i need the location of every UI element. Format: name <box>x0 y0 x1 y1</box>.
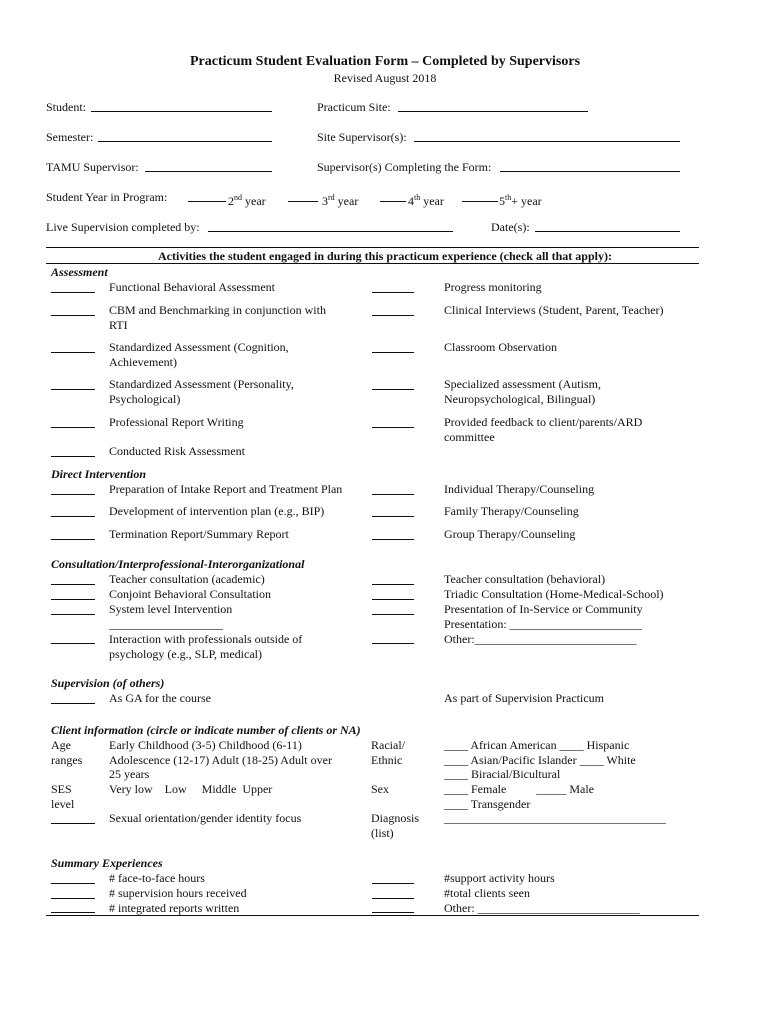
activity-item: RTI <box>109 318 128 332</box>
check-blank[interactable] <box>51 388 95 390</box>
activity-item: Conducted Risk Assessment <box>109 444 246 458</box>
activities-heading: Activities the student engaged in during this practicum experience (check all that apply): <box>158 249 612 263</box>
activity-item: Classroom Observation <box>444 340 557 354</box>
live-supervision-field[interactable] <box>208 230 453 232</box>
hours-blank[interactable] <box>372 911 414 913</box>
check-blank[interactable] <box>51 642 95 644</box>
racial-label: Racial/ <box>371 738 405 752</box>
supervision-heading: Supervision (of others) <box>51 676 165 690</box>
dates-label: Date(s): <box>491 220 530 234</box>
check-blank[interactable] <box>51 538 95 540</box>
year5-option: 5th+ year <box>499 193 542 208</box>
year4-blank[interactable] <box>380 200 406 202</box>
hours-blank[interactable] <box>51 911 95 913</box>
client-info-heading: Client information (circle or indicate number of clients or NA) <box>51 723 361 737</box>
check-blank[interactable] <box>372 493 414 495</box>
ses-label: SES <box>51 782 72 796</box>
year3-blank[interactable] <box>288 200 318 202</box>
orientation-label: Sexual orientation/gender identity focus <box>109 811 302 825</box>
check-blank[interactable] <box>51 426 95 428</box>
activity-item: Presentation of In-Service or Community <box>444 602 643 616</box>
activity-item: Teacher consultation (behavioral) <box>444 572 606 586</box>
activity-item: Interaction with professionals outside of <box>109 632 303 646</box>
hours-blank[interactable] <box>372 897 414 899</box>
semester-label: Semester: <box>46 130 94 144</box>
activity-item: Development of intervention plan (e.g., BIP) <box>109 504 325 518</box>
check-blank[interactable] <box>51 613 95 615</box>
hours-blank[interactable] <box>51 897 95 899</box>
summary-item: # integrated reports written <box>109 901 240 915</box>
tamu-supervisor-label: TAMU Supervisor: <box>46 160 139 174</box>
check-blank[interactable] <box>372 314 414 316</box>
age-options[interactable]: Early Childhood (3-5) Childhood (6-11) <box>109 738 302 752</box>
divider-top <box>46 247 699 248</box>
site-supervisor-label: Site Supervisor(s): <box>317 130 407 144</box>
semester-field[interactable] <box>98 140 272 142</box>
sex-options[interactable]: ____ Transgender <box>444 797 531 811</box>
check-blank[interactable] <box>372 426 414 428</box>
year-label: Student Year in Program: <box>46 190 168 204</box>
year2-option: 2nd year <box>228 193 266 208</box>
presentation-field[interactable]: Presentation: ______________________ <box>444 617 642 631</box>
diagnosis-field[interactable]: _____________________________________ <box>444 811 666 825</box>
student-label: Student: <box>46 100 87 114</box>
activity-item: Triadic Consultation (Home-Medical-School) <box>444 587 664 601</box>
year5-blank[interactable] <box>462 200 498 202</box>
activity-item: Psychological) <box>109 392 181 406</box>
activity-item: Functional Behavioral Assessment <box>109 280 275 294</box>
activity-item: CBM and Benchmarking in conjunction with <box>109 303 326 317</box>
diagnosis-label: (list) <box>371 826 394 840</box>
diagnosis-label: Diagnosis <box>371 811 419 825</box>
supervisors-completing-label: Supervisor(s) Completing the Form: <box>317 160 492 174</box>
age-label: ranges <box>51 753 83 767</box>
divider-under-heading <box>46 263 699 264</box>
summary-item: # supervision hours received <box>109 886 247 900</box>
activity-item: System level Intervention <box>109 602 233 616</box>
activity-item: As GA for the course <box>109 691 211 705</box>
check-blank[interactable] <box>51 598 95 600</box>
student-field[interactable] <box>91 110 272 112</box>
activity-item: psychology (e.g., SLP, medical) <box>109 647 262 661</box>
activity-item: As part of Supervision Practicum <box>444 691 604 705</box>
racial-options[interactable]: ____ African American ____ Hispanic <box>444 738 630 752</box>
check-blank[interactable] <box>51 351 95 353</box>
check-blank[interactable] <box>51 515 95 517</box>
age-label: Age <box>51 738 71 752</box>
check-blank[interactable] <box>372 613 414 615</box>
age-options[interactable]: Adolescence (12-17) Adult (18-25) Adult over <box>109 753 332 767</box>
racial-options[interactable]: ____ Asian/Pacific Islander ____ White <box>444 753 636 767</box>
activity-item: Teacher consultation (academic) <box>109 572 265 586</box>
activity-item: Standardized Assessment (Cognition, <box>109 340 289 354</box>
check-blank[interactable] <box>51 822 95 824</box>
supervisors-completing-field[interactable] <box>500 170 680 172</box>
check-blank[interactable] <box>51 583 95 585</box>
check-blank[interactable] <box>51 291 95 293</box>
sex-options[interactable]: ____ Female _____ Male <box>444 782 594 796</box>
summary-item: # face-to-face hours <box>109 871 205 885</box>
direct-intervention-heading: Direct Intervention <box>51 467 146 481</box>
ses-label: level <box>51 797 75 811</box>
sex-label: Sex <box>371 782 389 796</box>
racial-options[interactable]: ____ Biracial/Bicultural <box>444 767 561 781</box>
divider-bottom <box>46 915 699 916</box>
check-blank[interactable] <box>372 351 414 353</box>
summary-item: #total clients seen <box>444 886 530 900</box>
tamu-supervisor-field[interactable] <box>145 170 272 172</box>
hours-blank[interactable] <box>51 882 95 884</box>
activity-item: Individual Therapy/Counseling <box>444 482 595 496</box>
activity-item: Clinical Interviews (Student, Parent, Teacher) <box>444 303 664 317</box>
site-label: Practicum Site: <box>317 100 391 114</box>
activity-item: Conjoint Behavioral Consultation <box>109 587 271 601</box>
age-options[interactable]: 25 years <box>109 767 150 781</box>
form-title: Practicum Student Evaluation Form – Completed by Supervisors <box>189 54 581 69</box>
activity-item: Preparation of Intake Report and Treatment Plan <box>109 482 343 496</box>
year4-option: 4th year <box>408 193 444 208</box>
ses-options[interactable]: Very low Low Middle Upper <box>109 782 273 796</box>
check-blank[interactable] <box>51 314 95 316</box>
system-level-blank[interactable]: ___________________ <box>109 617 223 631</box>
check-blank[interactable] <box>51 455 95 457</box>
activity-item: Termination Report/Summary Report <box>109 527 289 541</box>
activity-item: Achievement) <box>109 355 177 369</box>
check-blank[interactable] <box>372 538 414 540</box>
dates-field[interactable] <box>535 230 680 232</box>
other-field[interactable]: Other: ___________________________ <box>444 901 640 915</box>
activity-item: Neuropsychological, Bilingual) <box>444 392 596 406</box>
check-blank[interactable] <box>372 642 414 644</box>
assessment-heading: Assessment <box>51 265 108 279</box>
hours-blank[interactable] <box>372 882 414 884</box>
activity-item: committee <box>444 430 495 444</box>
activity-item: Group Therapy/Counseling <box>444 527 576 541</box>
activity-item: Standardized Assessment (Personality, <box>109 377 294 391</box>
check-blank[interactable] <box>372 291 414 293</box>
consultation-heading: Consultation/Interprofessional-Interorganizational <box>51 557 305 571</box>
check-blank[interactable] <box>51 493 95 495</box>
check-blank[interactable] <box>372 388 414 390</box>
other-field[interactable]: Other:___________________________ <box>444 632 637 646</box>
check-blank[interactable] <box>372 515 414 517</box>
activity-item: Progress monitoring <box>444 280 542 294</box>
revised-date: Revised August 2018 <box>333 71 437 85</box>
summary-heading: Summary Experiences <box>51 856 163 870</box>
site-field[interactable] <box>398 110 588 112</box>
summary-item: #support activity hours <box>444 871 555 885</box>
activity-item: Professional Report Writing <box>109 415 244 429</box>
check-blank[interactable] <box>372 583 414 585</box>
year3-option: 3rd year <box>322 193 359 208</box>
check-blank[interactable] <box>51 702 95 704</box>
check-blank[interactable] <box>372 598 414 600</box>
activity-item: Provided feedback to client/parents/ARD <box>444 415 643 429</box>
live-supervision-label: Live Supervision completed by: <box>46 220 200 234</box>
site-supervisor-field[interactable] <box>414 140 680 142</box>
activity-item: Specialized assessment (Autism, <box>444 377 601 391</box>
racial-label: Ethnic <box>371 753 403 767</box>
activity-item: Family Therapy/Counseling <box>444 504 579 518</box>
year2-blank[interactable] <box>188 200 226 202</box>
